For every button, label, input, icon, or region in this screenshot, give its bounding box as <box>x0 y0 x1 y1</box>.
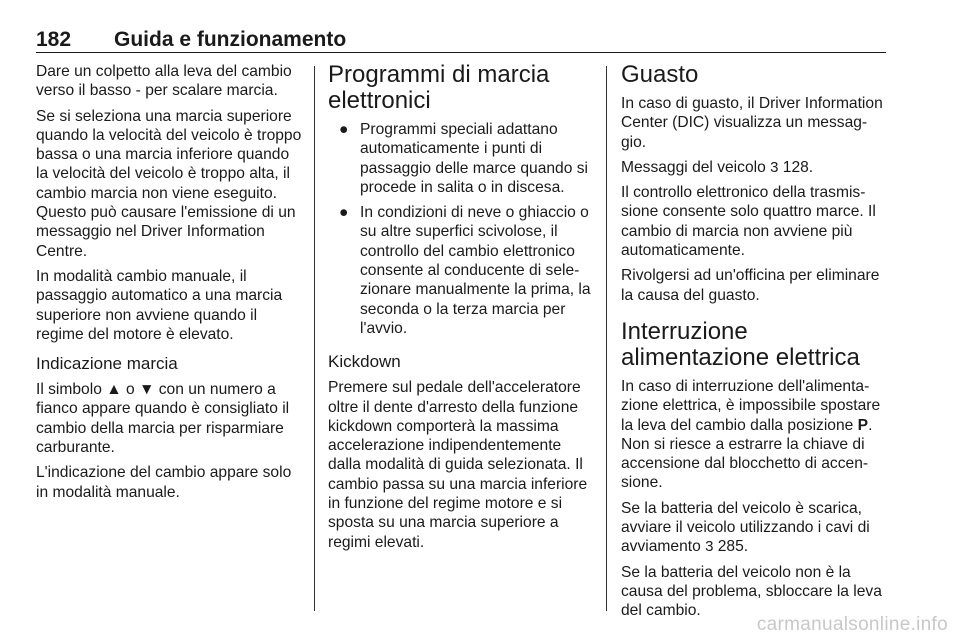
header-rule <box>36 52 886 53</box>
heading-power-interruption: Interruzione alimentazione elettrica <box>621 317 860 371</box>
column-divider-1 <box>314 66 315 611</box>
page-header <box>36 28 886 54</box>
column-3 <box>621 62 887 627</box>
page-number: 182 <box>36 28 72 51</box>
list-item: ● Programmi speciali adattano automaticamente i punti di passaggio delle marce quando si procede in salita o in discesa. <box>339 121 588 196</box>
list-item: ● In condizioni di neve o ghiaccio o su altre superfici scivolose, il controllo del cambio elettronico consente al conducente di sele‐zionare manualmente la prima, la seconda o la terza marcia per l'avvio. <box>339 204 591 337</box>
heading-fault: Guasto <box>621 61 699 88</box>
page-reference-icon: 3 <box>770 158 779 176</box>
bullet-icon: ● <box>339 204 349 222</box>
paragraph-indication-manual: L'indicazione del cambio appare solo in modalità manuale. <box>36 464 292 501</box>
bullet-icon: ● <box>339 121 349 138</box>
bullet-list <box>328 120 592 338</box>
paragraph-gear-symbol: Il simbolo ▲ o ▼ con un numero a fianco appare quando è consigliato il cambio della marcia per risparmiare carburante. <box>36 381 290 457</box>
paragraph-speed-limit: Se si seleziona una marcia superiore quando la velocità del veicolo è troppo bassa o una marcia inferiore quando la velocità del veicolo è troppo alta, il cambio marcia non viene eseguito. Questo può causare l'emissione di un messaggio nel Driver Information Centre. <box>36 107 302 260</box>
chapter-title: Guida e funzionamento <box>114 28 347 51</box>
heading-kickdown: Kickdown <box>328 352 401 372</box>
arrow-down-icon: ▼ <box>138 381 155 399</box>
heading-electronic-programs: Programmi di marcia elettronici <box>328 61 550 114</box>
paragraph-battery-flat: Se la batteria del veicolo è scarica, avviare il veicolo utilizzando i cavi di avviamento 3 285. <box>621 499 870 556</box>
column-divider-2 <box>606 66 607 611</box>
paragraph-unlock-lever: Se la batteria del veicolo non è la causa del problema, sbloccare la leva del cambio. <box>621 563 882 620</box>
heading-gear-indication: Indicazione marcia <box>36 354 178 374</box>
watermark: carmanualsonline.info <box>756 614 948 635</box>
paragraph-manual-mode: In modalità cambio manuale, il passaggio automatico a una marcia superiore non avviene quando il regime del motore è elevato. <box>36 267 283 343</box>
page-reference-icon: 3 <box>705 538 714 556</box>
paragraph-four-gears: Il controllo elettronico della trasmis‐sione consente solo quattro marce. Il cambio di marcia non avviene più automaticamente. <box>621 184 876 260</box>
column-2 <box>328 62 592 558</box>
paragraph-kickdown: Premere sul pedale dell'acceleratore oltre il dente d'arresto della funzione kickdown comporterà la massima accelerazione indipendentemente dalla modalità di guida selezionata. Il cambio passa su una marcia inferiore in funzione del regime motore e si sposta su una marcia superiore a regimi elevati. <box>328 379 588 551</box>
paragraph-downshift: Dare un colpetto alla leva del cambio verso il basso - per scalare marcia. <box>36 63 292 100</box>
paragraph-power-interruption: In caso di interruzione dell'alimenta‐zione elettrica, è impossibile spostare la leva del cambio dalla posizione P. Non si riesce a estrarre la chiave di accensione dal blocchetto di accen‐sione. <box>621 377 881 492</box>
column-1 <box>36 62 302 508</box>
arrow-up-icon: ▲ <box>106 381 122 399</box>
paragraph-vehicle-messages: Messaggi del veicolo 3 128. <box>621 158 814 176</box>
paragraph-workshop: Rivolgersi ad un'officina per eliminare la causa del guasto. <box>621 267 880 304</box>
paragraph-fault-dic: In caso di guasto, il Driver Information Center (DIC) visualizza un messag‐gio. <box>621 95 883 151</box>
gear-position-p: P <box>857 416 869 434</box>
